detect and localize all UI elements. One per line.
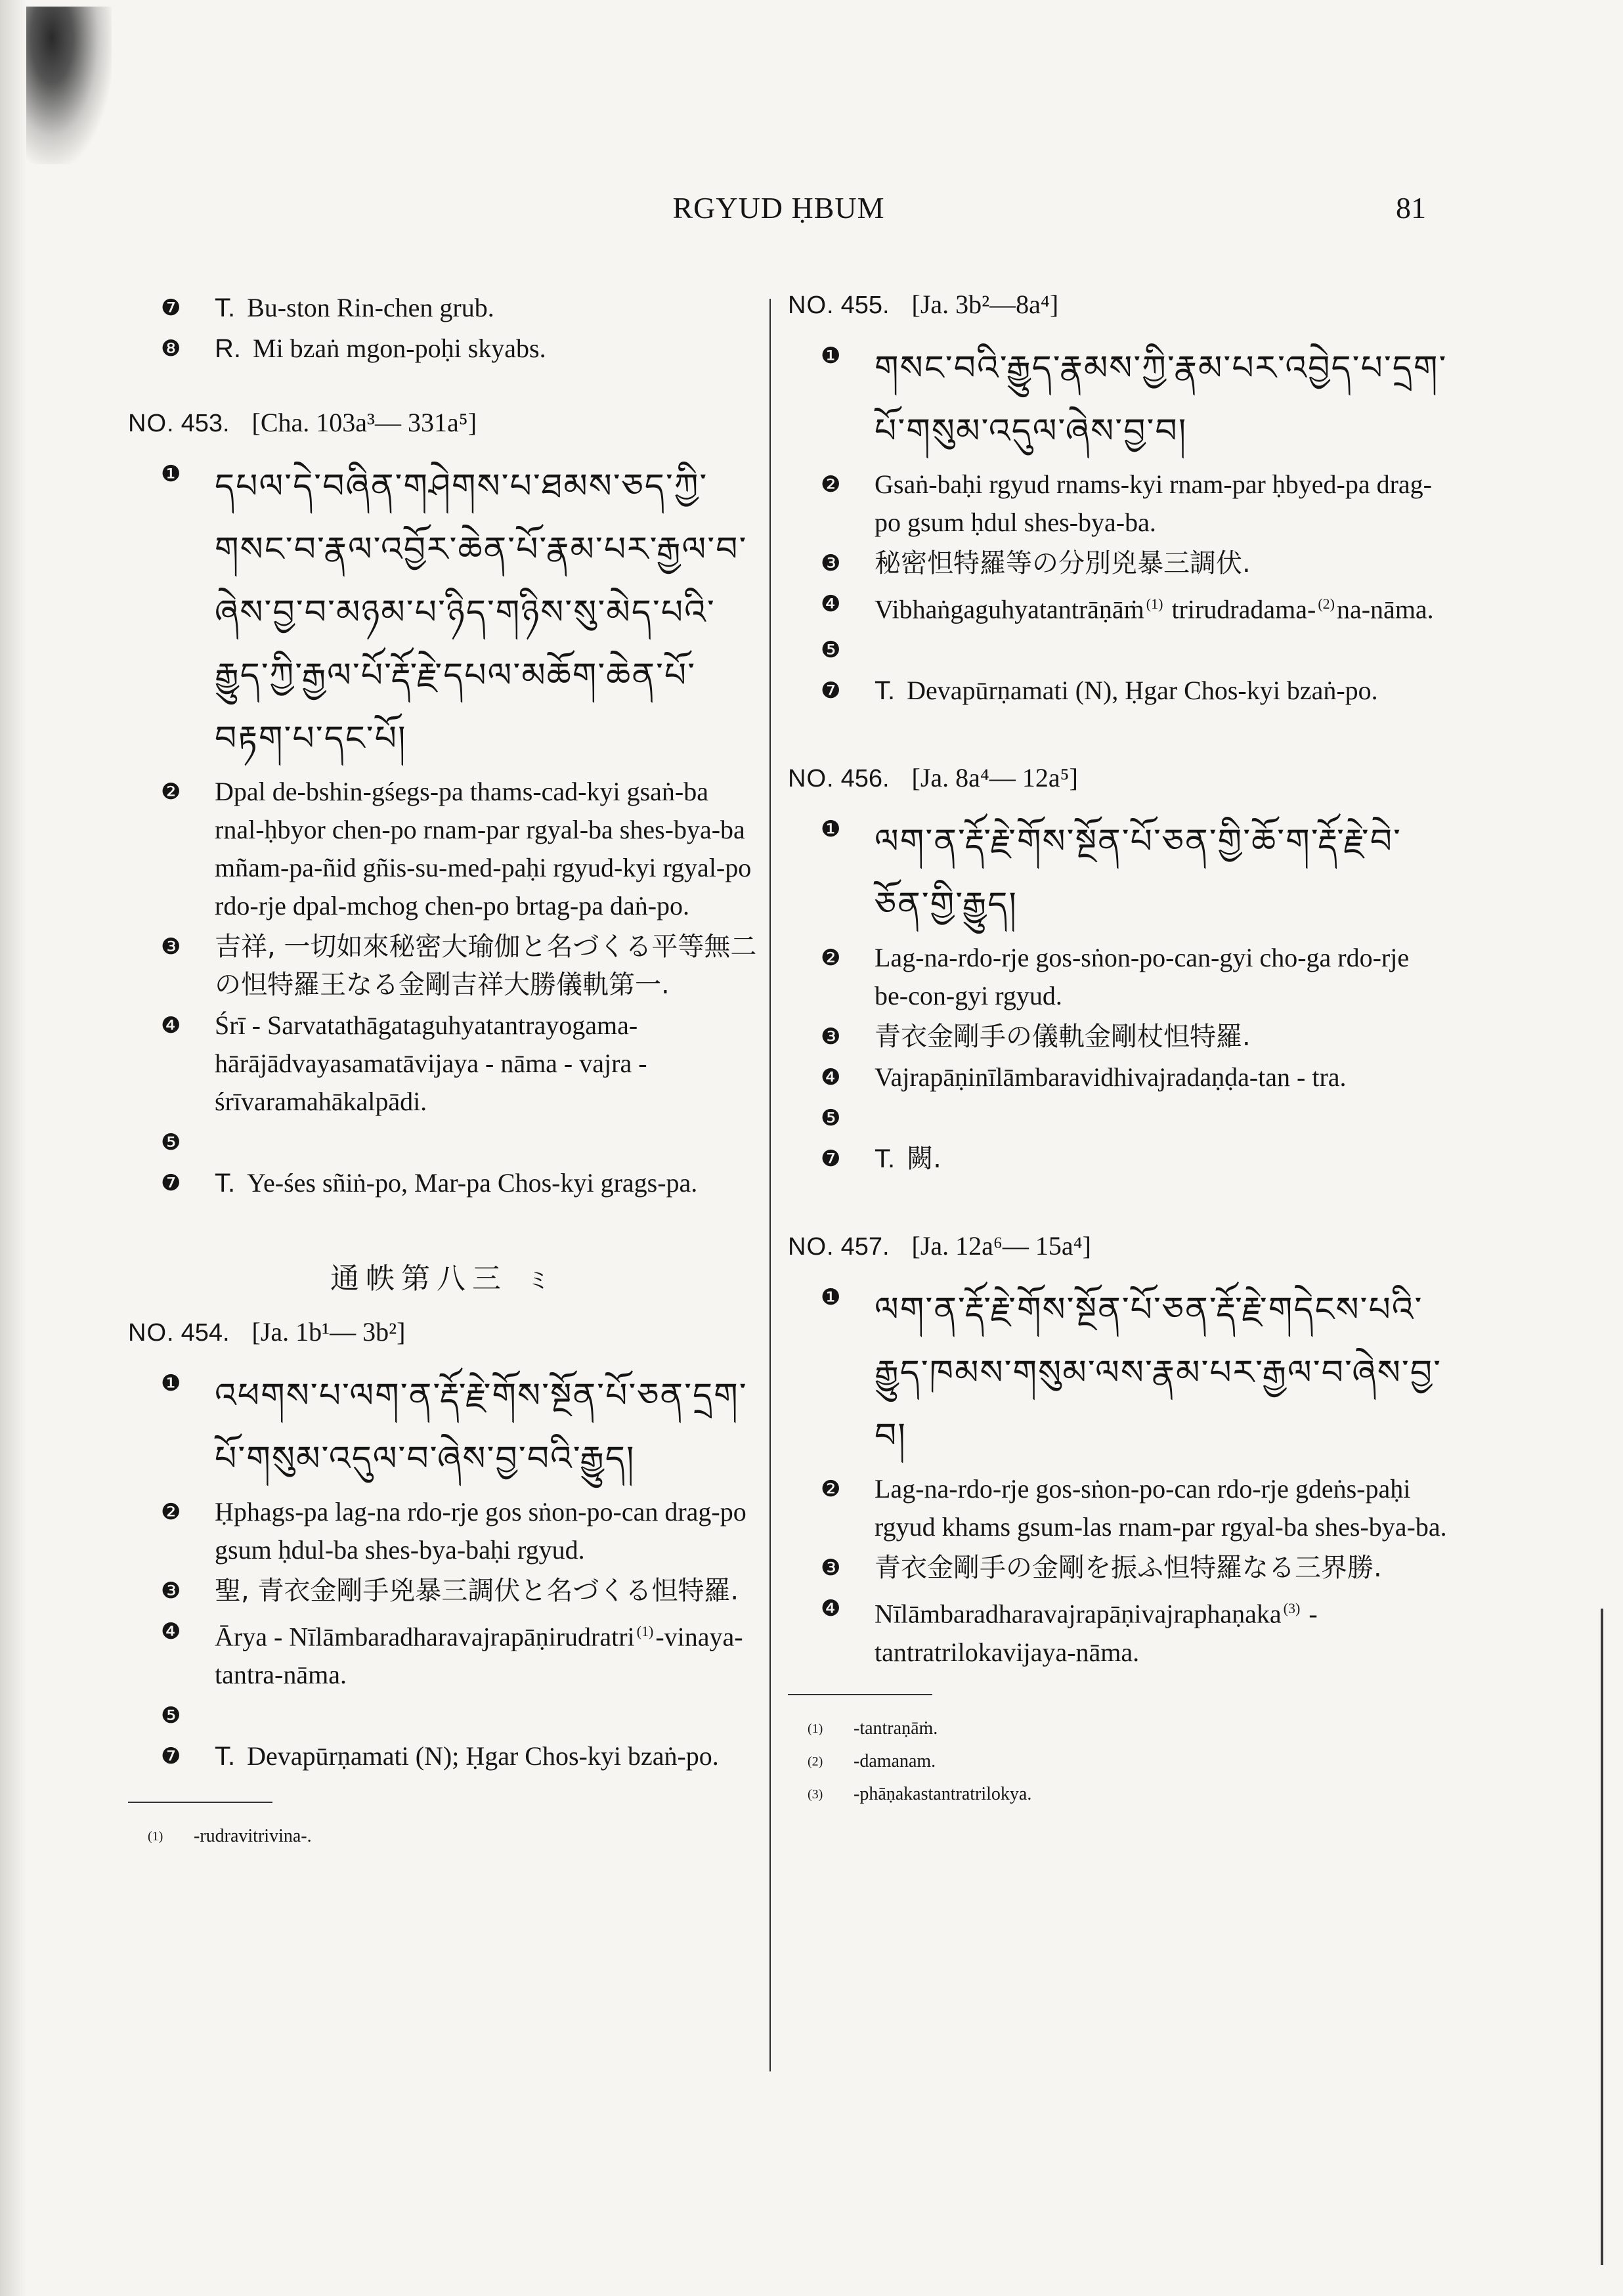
field-marker: ❺ bbox=[821, 1105, 841, 1132]
tibetan-title bbox=[788, 337, 1448, 463]
field-marker: ❸ bbox=[161, 934, 181, 960]
field-text: Bu-ston Rin-chen grub. bbox=[247, 293, 494, 322]
field-marker: ❶ bbox=[821, 1284, 841, 1311]
entry-number: 456. bbox=[840, 765, 890, 793]
sanskrit-text-cont: - tantratrilokavijaya-nāma. bbox=[875, 1599, 1318, 1667]
transliteration bbox=[128, 1493, 758, 1569]
footnote-marker: (1) bbox=[808, 1721, 823, 1736]
field-text: Ye-śes sñiṅ-po, Mar-pa Chos-kyi grags-pa. bbox=[247, 1168, 698, 1198]
reviser-field bbox=[128, 330, 758, 368]
empty-field-5 bbox=[788, 1099, 1448, 1137]
japanese-text: 青衣金剛手の金剛を振ふ怛特羅なる三界勝. bbox=[875, 1553, 1382, 1584]
left-column bbox=[128, 289, 758, 1853]
scan-edge-right bbox=[1601, 1609, 1603, 2265]
section-mark: ミ bbox=[527, 1268, 556, 1294]
field-marker: ❶ bbox=[821, 816, 841, 843]
field-marker: ❼ bbox=[821, 678, 841, 704]
footnote-ref: (1) bbox=[636, 1623, 654, 1639]
field-marker: ❺ bbox=[161, 1702, 181, 1729]
tibetan-title bbox=[128, 1364, 758, 1490]
footnote-text: -phāṇakastantratrilokya. bbox=[854, 1783, 1032, 1804]
field-marker: ❸ bbox=[161, 1578, 181, 1604]
section-title: 通帙第八三 bbox=[330, 1262, 508, 1295]
japanese-text: 吉祥, 一切如來秘密大瑜伽と名づくる平等無二の怛特羅王なる金剛吉祥大勝儀軌第一. bbox=[215, 932, 757, 1000]
japanese-text: 青衣金剛手の儀軌金剛杖怛特羅. bbox=[875, 1022, 1251, 1052]
entry-no-label: NO. bbox=[128, 410, 175, 437]
sanskrit-text-end: na-nāma. bbox=[1336, 594, 1434, 624]
footnote bbox=[788, 1778, 1448, 1811]
field-marker: ❷ bbox=[161, 779, 181, 805]
field-marker: ❷ bbox=[821, 1476, 841, 1503]
japanese-title bbox=[788, 544, 1448, 582]
entry-reference: [Ja. 3b²—8a⁴] bbox=[911, 290, 1059, 319]
translator-field bbox=[128, 1737, 758, 1775]
sanskrit-text-cont: -vinaya-tantra-nāma. bbox=[215, 1622, 743, 1690]
transliteration-text: Lag-na-rdo-rje gos-sṅon-po-can-gyi cho-ga rdo-rje be-con-gyi rgyud. bbox=[875, 943, 1410, 1011]
column-divider bbox=[769, 299, 771, 2071]
translator-field bbox=[788, 672, 1448, 710]
field-marker: ❹ bbox=[821, 591, 841, 617]
tibetan-text: ལག་ན་རྡོ་རྗེ་གོས་སྔོན་པོ་ཅན་རྡོ་རྗེ་གདེངས་པའི་རྒྱུད་ཁམས་གསུམ་ལས་རྣམ་པར་རྒྱལ་བ་ཞེས་བྱ་བ། bbox=[875, 1290, 1442, 1456]
entry-no-label: NO. bbox=[788, 765, 834, 793]
transliteration-text: Ḥphags-pa lag-na rdo-rje gos sṅon-po-can drag-po gsum ḥdul-ba shes-bya-baḥi rgyud. bbox=[215, 1497, 747, 1565]
field-marker: ❼ bbox=[161, 295, 181, 321]
empty-field-5 bbox=[788, 631, 1448, 669]
field-marker: ❸ bbox=[821, 1555, 841, 1582]
footnote-ref: (1) bbox=[1146, 596, 1163, 612]
japanese-text: 秘密怛特羅等の分別兇暴三調伏. bbox=[875, 548, 1251, 578]
sanskrit-title bbox=[128, 1007, 758, 1121]
empty-field-5 bbox=[128, 1123, 758, 1161]
tibetan-title bbox=[128, 455, 758, 770]
entry-reference: [Ja. 8a⁴— 12a⁵] bbox=[911, 763, 1078, 793]
field-text: 闕. bbox=[907, 1144, 941, 1175]
entry-454 bbox=[128, 1316, 758, 1775]
field-label: T. bbox=[215, 1742, 236, 1771]
entry-no-label: NO. bbox=[788, 1233, 834, 1261]
footnote bbox=[788, 1745, 1448, 1778]
field-marker: ❸ bbox=[821, 550, 841, 576]
entry-453 bbox=[128, 407, 758, 1202]
footnote-marker: (2) bbox=[808, 1754, 823, 1769]
translator-field bbox=[128, 1164, 758, 1202]
field-label: T. bbox=[875, 676, 896, 706]
entry-no-label: NO. bbox=[788, 292, 834, 319]
field-marker: ❼ bbox=[161, 1743, 181, 1770]
field-marker: ❷ bbox=[161, 1499, 181, 1525]
entry-455 bbox=[788, 289, 1448, 710]
entry-456 bbox=[788, 762, 1448, 1178]
footnote-text: -rudravitrivina-. bbox=[194, 1826, 312, 1847]
entry-number: 454. bbox=[181, 1319, 230, 1347]
footnote-rule bbox=[128, 1802, 272, 1803]
sanskrit-text: Ārya - Nīlāmbaradharavajrapāṇirudratri bbox=[215, 1622, 635, 1652]
entry-heading bbox=[788, 762, 1448, 793]
footnote-ref: (2) bbox=[1318, 596, 1335, 612]
field-marker: ❶ bbox=[821, 343, 841, 369]
tibetan-text: དཔལ་དེ་བཞིན་གཤེགས་པ་ཐམས་ཅད་ཀྱི་གསང་བ་རྣལ་འབྱོར་ཆེན་པོ་རྣམ་པར་རྒྱལ་བ་ཞེས་བྱ་བ་མཉམ་པ་ཉིད་གཉིས་སུ་མེད་པའི་རྒྱུད་ཀྱི་རྒྱལ་པོ་རྡོ་རྗེ་དཔལ་མཆོག་ཆེན་པོ་བརྟག་པ་དང་པོ། bbox=[215, 467, 748, 758]
footnote-ref: (3) bbox=[1283, 1600, 1301, 1617]
footnote-text: -damanam. bbox=[854, 1750, 936, 1771]
sanskrit-text: Nīlāmbaradharavajrapāṇivajraphaṇaka bbox=[875, 1599, 1282, 1629]
footnote-marker: (1) bbox=[148, 1829, 163, 1844]
empty-field-5 bbox=[128, 1697, 758, 1735]
field-label: T. bbox=[875, 1144, 896, 1174]
entry-number: 453. bbox=[181, 410, 230, 437]
tibetan-text: ལག་ན་རྡོ་རྗེ་གོས་སྔོན་པོ་ཅན་གྱི་ཆོ་ག་རྡོ་རྗེ་བེ་ཅོན་གྱི་རྒྱུད། bbox=[875, 822, 1402, 925]
sanskrit-text: Śrī - Sarvatathāgataguhyatantrayogama-hārājādvayasamatāvijaya - nāma - vajra - śrīvaramahākalpādi. bbox=[215, 1010, 647, 1116]
running-title: RGYUD ḤBUM bbox=[672, 191, 885, 225]
scan-edge-left bbox=[0, 0, 26, 2296]
japanese-title bbox=[128, 928, 758, 1004]
page-header bbox=[131, 190, 1426, 243]
field-marker: ❶ bbox=[161, 1370, 181, 1397]
field-text: Devapūrṇamati (N); Ḥgar Chos-kyi bzaṅ-po. bbox=[247, 1741, 719, 1771]
entry-452-continued bbox=[128, 289, 758, 368]
entry-no-label: NO. bbox=[128, 1319, 175, 1347]
volume-section-label bbox=[128, 1255, 758, 1297]
field-text: Mi bzaṅ mgon-poḥi skyabs. bbox=[253, 334, 546, 363]
entry-heading bbox=[788, 1230, 1448, 1261]
japanese-title bbox=[788, 1018, 1448, 1056]
field-marker: ❽ bbox=[161, 336, 181, 362]
field-marker: ❼ bbox=[821, 1146, 841, 1173]
sanskrit-title bbox=[788, 1058, 1448, 1096]
entry-heading bbox=[128, 1316, 758, 1347]
entry-heading bbox=[128, 407, 758, 438]
translator-field bbox=[788, 1140, 1448, 1178]
sanskrit-title bbox=[788, 1590, 1448, 1671]
field-marker: ❹ bbox=[161, 1618, 181, 1645]
field-marker: ❺ bbox=[161, 1129, 181, 1156]
japanese-title bbox=[788, 1549, 1448, 1587]
footnote bbox=[788, 1712, 1448, 1745]
field-label: R. bbox=[215, 334, 241, 363]
scan-smudge bbox=[26, 7, 112, 164]
field-marker: ❺ bbox=[821, 637, 841, 664]
entry-heading bbox=[788, 289, 1448, 320]
transliteration-text: Lag-na-rdo-rje gos-sṅon-po-can rdo-rje gdeṅs-paḥi rgyud khams gsum-las rnam-par rgyal-ba shes-bya-ba. bbox=[875, 1474, 1447, 1542]
field-label: T. bbox=[215, 293, 236, 322]
sanskrit-title bbox=[788, 585, 1448, 628]
field-text: Devapūrṇamati (N), Ḥgar Chos-kyi bzaṅ-po. bbox=[907, 676, 1378, 706]
tibetan-text: འཕགས་པ་ལག་ན་རྡོ་རྗེ་གོས་སྔོན་པོ་ཅན་དྲག་པོ་གསུམ་འདུལ་བ་ཞེས་བྱ་བའི་རྒྱུད། bbox=[215, 1376, 748, 1479]
transliteration-text: Gsaṅ-baḥi rgyud rnams-kyi rnam-par ḥbyed-pa drag-po gsum ḥdul shes-bya-ba. bbox=[875, 469, 1432, 537]
sanskrit-text: Vajrapāṇinīlāmbaravidhivajradaṇḍa-tan - tra. bbox=[875, 1062, 1347, 1093]
field-marker: ❹ bbox=[821, 1064, 841, 1091]
field-marker: ❹ bbox=[821, 1595, 841, 1622]
transliteration-text: Dpal de-bshin-gśegs-pa thams-cad-kyi gsaṅ-ba rnal-ḥbyor chen-po rnam-par rgyal-ba shes-bya-ba mñam-pa-ñid gñis-su-med-paḥi rgyud-kyi rgyal-po rdo-rje dpal-mchog chen-po brtag-pa daṅ-po. bbox=[215, 777, 752, 921]
field-marker: ❷ bbox=[821, 945, 841, 972]
japanese-title bbox=[128, 1572, 758, 1610]
page-number: 81 bbox=[1396, 191, 1426, 225]
right-column bbox=[788, 289, 1448, 1811]
transliteration bbox=[788, 939, 1448, 1015]
entry-number: 455. bbox=[840, 292, 890, 319]
entry-number: 457. bbox=[840, 1233, 890, 1261]
field-marker: ❷ bbox=[821, 471, 841, 498]
transliteration bbox=[788, 466, 1448, 542]
entry-457 bbox=[788, 1230, 1448, 1671]
footnote-text: -tantraṇāṁ. bbox=[854, 1718, 938, 1739]
field-marker: ❼ bbox=[161, 1170, 181, 1196]
transliteration bbox=[128, 773, 758, 925]
field-marker: ❹ bbox=[161, 1012, 181, 1039]
entry-reference: [Ja. 1b¹— 3b²] bbox=[251, 1317, 406, 1347]
translator-field bbox=[128, 289, 758, 327]
tibetan-text: གསང་བའི་རྒྱུད་རྣམས་ཀྱི་རྣམ་པར་འབྱེད་པ་དྲག་པོ་གསུམ་འདུལ་ཞེས་བྱ་བ། bbox=[875, 349, 1448, 451]
tibetan-title bbox=[788, 1278, 1448, 1467]
field-marker: ❸ bbox=[821, 1024, 841, 1051]
japanese-text: 聖, 青衣金剛手兇暴三調伏と名づくる怛特羅. bbox=[215, 1576, 739, 1606]
field-label: T. bbox=[215, 1169, 236, 1198]
tibetan-title bbox=[788, 810, 1448, 936]
transliteration bbox=[788, 1470, 1448, 1546]
footnote bbox=[128, 1820, 758, 1853]
footnote-marker: (3) bbox=[808, 1787, 823, 1802]
sanskrit-text-cont: trirudradama- bbox=[1171, 594, 1316, 624]
entry-reference: [Ja. 12a⁶— 15a⁴] bbox=[911, 1231, 1091, 1261]
sanskrit-text: Vibhaṅgaguhyatantrāṇāṁ bbox=[875, 594, 1144, 624]
footnote-rule bbox=[788, 1694, 932, 1695]
sanskrit-title bbox=[128, 1613, 758, 1694]
field-marker: ❶ bbox=[161, 461, 181, 487]
entry-reference: [Cha. 103a³— 331a⁵] bbox=[251, 408, 477, 437]
